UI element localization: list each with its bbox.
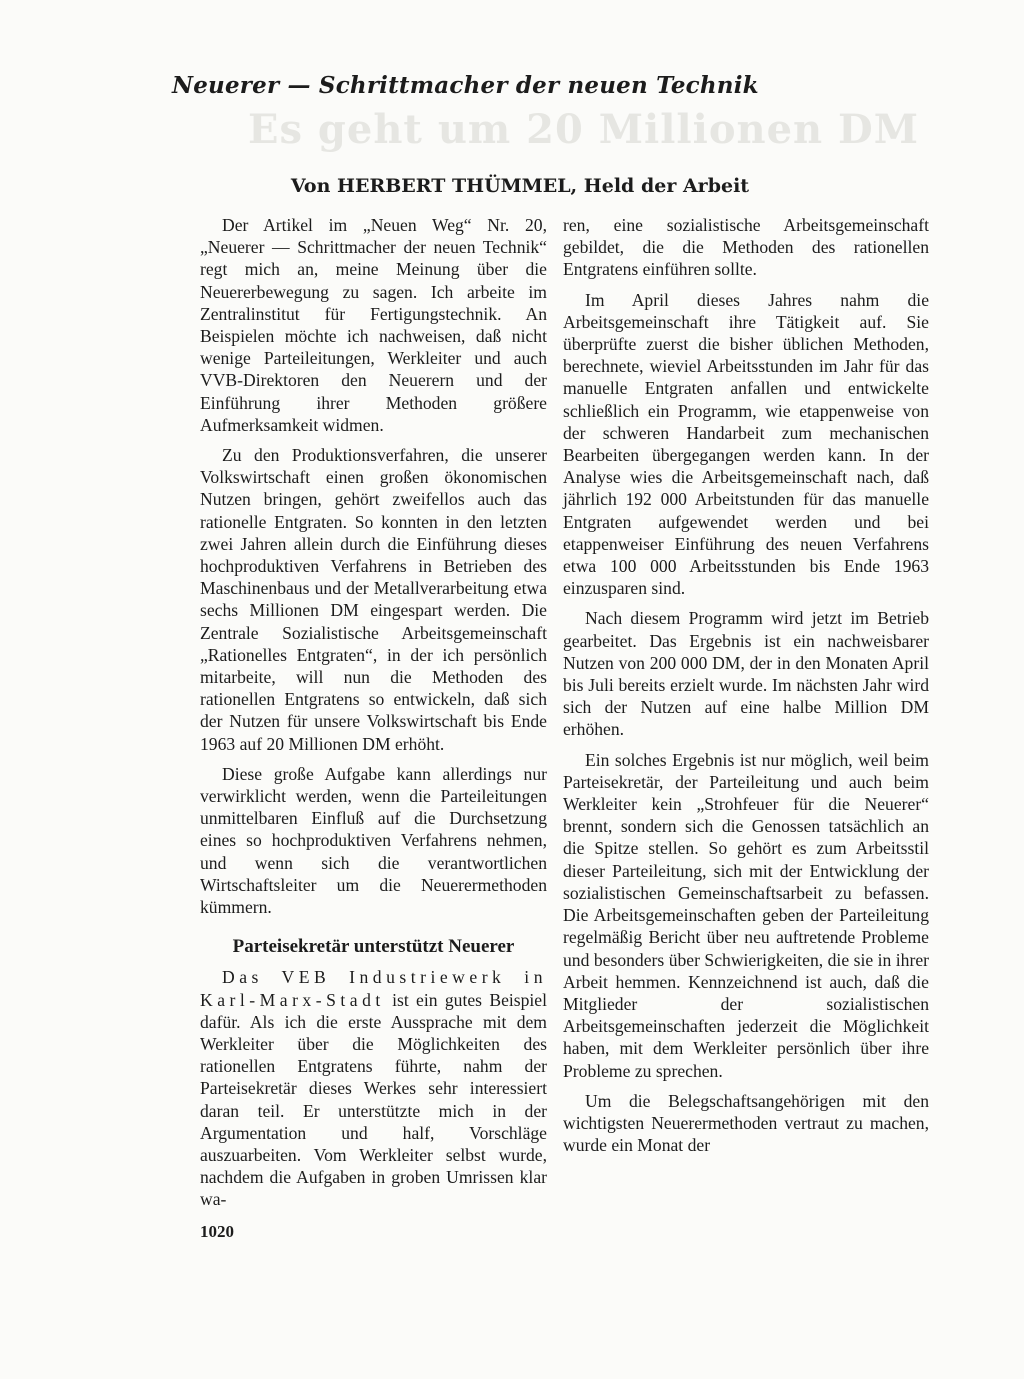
ghost-title: Es geht um 20 Millionen DM [248,106,919,153]
paragraph: Ein solches Ergebnis ist nur möglich, weil beim Parteisekretär, der Parteileitung und auch beim Werkleiter kein „Strohfeuer für die Neuerer“ brennt, sondern sich die Genossen tatsächlich an die Spitze stellen. So gehört es zum Arbeitsstil dieser Parteileitung, sich mit der Entwicklung der sozialistischen Gemeinschaftsarbeit zu befassen. Die Arbeitsgemeinschaften geben der Parteileitung regelmäßig Bericht über neu auftretende Probleme und besonders über Schwierigkeiten, die sie in ihrer Arbeit hemmen. Kennzeichnend ist auch, daß die Mitglieder der sozialistischen Arbeitsgemeinschaften jederzeit die Möglichkeit haben, mit dem Werkleiter persönlich über ihre Probleme zu sprechen. [563,749,929,1081]
spaced-text: Das VEB Industriewerk in Karl-Marx-Stadt [200,967,547,1010]
subheading: Parteisekretär unterstützt Neuerer [232,936,515,958]
left-column [200,214,547,1219]
paragraph: Diese große Aufgabe kann allerdings nur verwirklicht werden, wenn die Parteileitungen unmittelbaren Einfluß auf die Durchsetzung eines so hochproduktiven Verfahrens nehmen, und wenn sich die verantwortlichen Wirtschaftsleiter um die Neuerermethoden kümmern. [200,763,547,918]
paragraph: Zu den Produktionsverfahren, die unserer Volkswirtschaft einen großen ökonomischen Nutzen bringen, gehört zweifellos auch das rationelle Entgraten. So konnten in den letzten zwei Jahren allein durch die Einführung dieses hochproduktiven Verfahrens in Betrieben des Maschinenbaus und der Metallverarbeitung etwa sechs Millionen DM eingespart werden. Die Zentrale Sozialistische Arbeitsgemeinschaft „Rationelles Entgraten“, in der ich persönlich mitarbeite, will nun die Methoden des rationellen Entgratens so entwickeln, daß sich der Nutzen für unsere Volkswirtschaft bis Ende 1963 auf 20 Millionen DM erhöht. [200,445,547,754]
section-title: Neuerer — Schrittmacher der neuen Technik [172,72,759,99]
paragraph: Der Artikel im „Neuen Weg“ Nr. 20, „Neuerer — Schrittmacher der neuen Technik“ regt mich an, meine Meinung über die Neuererbewegung zu sagen. Ich arbeite im Zentralinstitut für Fertigungstechnik. An Beispielen möchte ich nachweisen, daß nicht wenige Parteileitungen, Werkleiter und auch VVB-Direktoren den Neuerern und der Einführung ihrer Methoden größere Aufmerksamkeit widmen. [200,215,547,435]
paragraph [200,966,547,1210]
paragraph: Nach diesem Programm wird jetzt im Betrieb gearbeitet. Das Ergebnis ist ein nachweisbarer Nutzen von 200 000 DM, der in den Monaten April bis Juli bereits erzielt wurde. Im nächsten Jahr wird sich der Nutzen auf eine halbe Million DM erhöhen. [563,608,929,740]
paragraph: ren, eine sozialistische Arbeitsgemeinschaft gebildet, die die Methoden des rationellen Entgratens einführen sollte. [563,215,929,280]
paragraph: Um die Belegschaftsangehörigen mit den wichtigsten Neuerermethoden vertraut zu machen, wurde ein Monat der [563,1090,929,1156]
paragraph: Im April dieses Jahres nahm die Arbeitsgemeinschaft ihre Tätigkeit auf. Sie überprüfte zuerst die bisher üblichen Methoden, berechnete, wieviel Arbeitsstunden im Jahr für das manuelle Entgraten anfallen und entwickelte schließlich ein Programm, wie etappenweise von der schweren Handarbeit zum mechanischen Bearbeiten übergegangen werden kann. In der Analyse wies die Arbeitsgemeinschaft nach, daß jährlich 192 000 Arbeitstunden für das manuelle Entgraten aufgewendet werden und bei etappenweiser Einführung des neuen Verfahrens etwa 100 000 Arbeitsstunden bis Ende 1963 einzusparen sind. [563,289,929,599]
right-column [563,214,929,1164]
page-number: 1020 [200,1222,234,1241]
byline: Von HERBERT THÜMMEL, Held der Arbeit [290,175,750,197]
paragraph-text: ist ein gutes Beispiel dafür. Als ich die erste Aussprache mit dem Werkleiter über die Möglichkeiten des rationellen Entgratens führte, nahm der Parteisekretär dieses Werkes sehr interessiert daran teil. Er unterstützte mich in der Argumentation und half, Vorschläge auszuarbeiten. Vom Werkleiter selbst wurde, nachdem die Aufgaben in groben Umrissen klar wa- [200,989,547,1210]
